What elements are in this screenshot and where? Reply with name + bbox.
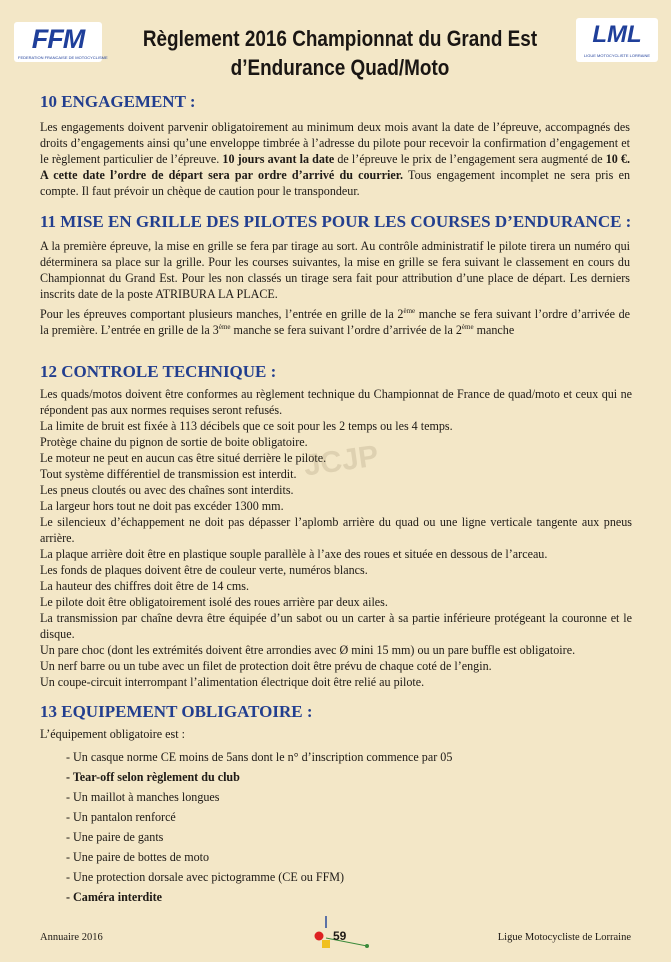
- lml-logo-mark: LML: [592, 21, 642, 48]
- rule-line: Le pilote doit être obligatoirement isolé des roues arrière par deux ailes.: [40, 595, 388, 609]
- equipment-list: [66, 747, 452, 907]
- rule-line: Les quads/motos doivent être conformes au règlement technique du Championnat de France de quad/moto et ceux qui ne répondent pas aux normes requises seront refusés.: [40, 387, 632, 417]
- section-10-paragraph: [40, 119, 630, 199]
- section-11-title: 11 MISE EN GRILLE DES PILOTES POUR LES COURSES D’ENDURANCE :: [40, 212, 632, 231]
- list-item: - Une paire de bottes de moto: [66, 850, 210, 864]
- watermark-stamp: JCJP: [301, 439, 381, 483]
- section-12-rules: [40, 386, 632, 690]
- list-item: - Une protection dorsale avec pictogramme (CE ou FFM): [66, 870, 345, 884]
- rule-line: La plaque arrière doit être en plastique souple parallèle à l’axe des roues et située en dessous de l’arceau.: [40, 547, 548, 561]
- section-11-p2-text-d: manche: [473, 323, 515, 337]
- deco-dot-red: [315, 932, 324, 941]
- list-item: - Caméra interdite: [66, 890, 163, 904]
- rule-line: Un nerf barre ou un tube avec un filet de protection doit être prévu de chaque coté de l’engin.: [40, 659, 492, 673]
- page-title-line1: Règlement 2016 Championnat du Grand Est: [142, 26, 538, 51]
- section-11-p2-sup-1: ème: [403, 307, 416, 315]
- section-11-p2-text-a: Pour les épreuves comportant plusieurs manches, l’entrée en grille de la 2: [40, 307, 404, 321]
- section-13-title: 13 EQUIPEMENT OBLIGATOIRE :: [40, 702, 313, 721]
- list-item: - Un pantalon renforcé: [66, 810, 176, 824]
- rule-line: Tout système différentiel de transmission est interdit.: [40, 467, 297, 481]
- page-title-line2: d’Endurance Quad/Moto: [230, 55, 450, 80]
- section-11-p2-text-b: manche se fera suivant l’ordre d’arrivée de la première. L’entrée en grille de la 3: [40, 307, 630, 337]
- ffm-logo-mark: FFM: [31, 24, 85, 54]
- rule-line: La limite de bruit est fixée à 113 décibels que ce soit pour les 2 temps ou les 4 temps.: [40, 419, 453, 433]
- rule-line: Les fonds de plaques doivent être de couleur verte, numéros blancs.: [40, 563, 368, 577]
- lml-logo: [576, 18, 658, 62]
- section-12-title: 12 CONTROLE TECHNIQUE :: [40, 362, 277, 381]
- rule-line: Le silencieux d’échappement ne doit pas dépasser l’aplomb arrière du quad ou une ligne verticale tangente aux pneus arrière.: [40, 515, 632, 545]
- section-11-paragraph-1: A la première épreuve, la mise en grille se fera par tirage au sort. Au contrôle administratif le pilote tirera un numéro qui déterminera sa place sur la grille. Pour les courses suivantes, la mise en grille se fera suivant le classement en cours du Championnat du Grand Est. Pour les non classés un tirage sera fait pour attribution d’une place de départ. Les derniers inscrits date de la poste ATRIBURA LA PLACE.: [40, 239, 630, 301]
- list-item: - Un maillot à manches longues: [66, 790, 220, 804]
- list-item: - Un casque norme CE moins de 5ans dont le n° d’inscription commence par 05: [66, 750, 453, 764]
- page-number: 59: [333, 929, 347, 943]
- section-11-p2-sup-2: ème: [218, 323, 231, 331]
- equipment-intro: L’équipement obligatoire est :: [40, 727, 185, 741]
- rule-line: La hauteur des chiffres doit être de 14 cms.: [40, 579, 249, 593]
- lml-logo-tagline: LIGUE MOTOCYCLISTE LORRAINE: [583, 53, 651, 58]
- ffm-logo: [14, 22, 108, 62]
- deco-dot-green: [365, 944, 369, 948]
- footer-league: Ligue Motocycliste de Lorraine: [497, 932, 631, 943]
- section-10-bold-b: 10 €. A cette date l’ordre de départ sera par ordre d’arrivé du courrier.: [40, 152, 631, 182]
- section-10-bold-a: 10 jours avant la date: [222, 152, 335, 166]
- section-11-paragraph-2: [40, 306, 630, 338]
- section-10-text-a: Les engagements doivent parvenir obligatoirement au minimum deux mois avant la date de l’épreuve, accompagnés des droits d’engagements ainsi qu’une enveloppe timbrée à l’adresse du pilote pour recevoir la confirmation d’engagement et le règlement particulier de l’épreuve.: [40, 120, 630, 166]
- rule-line: Le moteur ne peut en aucun cas être situé derrière le pilote.: [40, 451, 327, 465]
- section-11-p2-sup-3: ème: [461, 323, 474, 331]
- rule-line: La transmission par chaîne devra être équipée d’un sabot ou un carter à sa partie inférieure protégeant la couronne et le disque.: [40, 611, 632, 641]
- rule-line: Les pneus cloutés ou avec des chaînes sont interdits.: [40, 483, 294, 497]
- list-item: - Une paire de gants: [66, 830, 164, 844]
- section-11-p2-text-c: manche se fera suivant l’ordre d’arrivée de la 2: [230, 323, 462, 337]
- section-10-text-b: de l’épreuve le prix de l’engagement sera augmenté de: [337, 152, 603, 166]
- rule-line: La largeur hors tout ne doit pas excéder 1300 mm.: [40, 499, 284, 513]
- rule-line: Un coupe-circuit interrompant l’alimentation électrique doit être relié au pilote.: [40, 675, 425, 689]
- section-10-text-c: Tous engagement incomplet ne sera pris en compte. Il faut prévoir un chèque de caution pour le transpondeur.: [40, 168, 630, 198]
- ffm-logo-tagline: FEDERATION FRANCAISE DE MOTOCYCLISME: [18, 55, 108, 60]
- page-title: [142, 24, 538, 82]
- rule-line: Un pare choc (dont les extrémités doivent être arrondies avec Ø mini 15 mm) ou un pare buffle est obligatoire.: [40, 643, 576, 657]
- footer-yearbook: Annuaire 2016: [40, 932, 103, 943]
- section-10-title: 10 ENGAGEMENT :: [40, 92, 196, 111]
- list-item: - Tear-off selon règlement du club: [66, 770, 240, 784]
- rule-line: Protège chaine du pignon de sortie de boite obligatoire.: [40, 435, 308, 449]
- deco-square-yellow: [322, 940, 330, 948]
